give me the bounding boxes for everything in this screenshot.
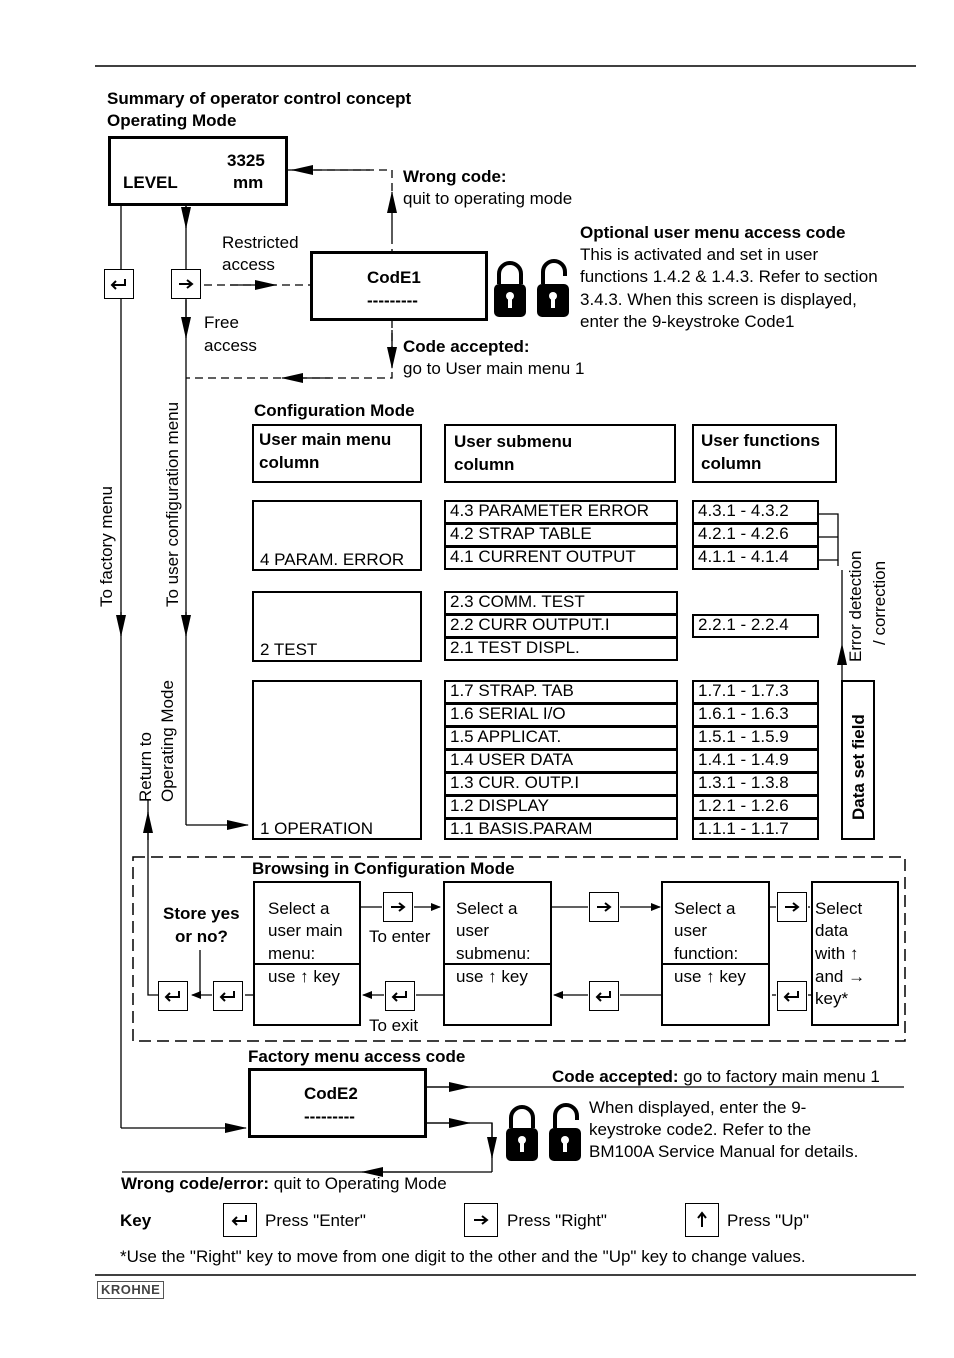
code-accepted-text: go to User main menu 1 <box>403 359 585 378</box>
right-key-icon <box>777 892 807 922</box>
up-arrow-icon: ↑ <box>488 967 497 986</box>
legend-right: Press "Right" <box>507 1211 607 1230</box>
to-factory-menu-label: To factory menu <box>97 486 116 607</box>
browse-main-menu <box>253 881 361 1026</box>
factory-desc-line: When displayed, enter the 9- <box>589 1098 807 1117</box>
column-header-text: column <box>701 454 762 473</box>
browse-data <box>811 881 899 1026</box>
function-item[interactable]: 1.1.1 - 1.1.7 <box>692 818 819 840</box>
browse-text: user <box>674 921 708 940</box>
browse-text: user <box>456 921 490 940</box>
browse-use-key <box>674 966 746 988</box>
submenu-item[interactable]: 2.2 CURR OUTPUT.I <box>444 614 678 638</box>
store-label-2: or no? <box>175 927 228 946</box>
factory-accepted-text: go to factory main menu 1 <box>683 1067 880 1086</box>
right-key-icon <box>383 892 413 922</box>
enter-key-icon <box>213 981 243 1011</box>
browse-function <box>661 881 770 1026</box>
function-item[interactable]: 4.3.1 - 4.3.2 <box>692 500 819 524</box>
submenu-item[interactable]: 1.4 USER DATA <box>444 749 678 773</box>
optional-access-line: This is activated and set in user <box>580 245 819 264</box>
function-item[interactable]: 1.5.1 - 1.5.9 <box>692 726 819 750</box>
legend-enter: Press "Enter" <box>265 1211 366 1230</box>
browse-use-key <box>456 966 528 988</box>
free-access-label-2: access <box>204 336 257 355</box>
function-item[interactable]: 1.3.1 - 1.3.8 <box>692 772 819 796</box>
error-detection-label-2: / correction <box>870 560 889 645</box>
column-header-text: User main menu <box>259 430 392 449</box>
factory-desc-line: BM100A Service Manual for details. <box>589 1142 859 1161</box>
up-key-icon <box>685 1203 719 1237</box>
krohne-logo: KROHNE <box>97 1281 164 1299</box>
browse-text: key* <box>815 989 849 1008</box>
column-header-text: User submenu <box>454 432 573 451</box>
return-operating-label-1: Return to <box>136 732 155 802</box>
display-value: 3325 <box>227 151 265 170</box>
use-label: use <box>268 967 296 986</box>
free-access-label-1: Free <box>204 313 239 332</box>
function-item[interactable]: 4.1.1 - 4.1.4 <box>692 546 819 570</box>
main-menu-2[interactable] <box>252 591 422 662</box>
factory-wrong-bold: Wrong code/error: <box>121 1174 269 1193</box>
optional-access-line: enter the 9-keystroke Code1 <box>580 312 795 331</box>
browse-text: function: <box>674 944 739 963</box>
code1-dashes: --------- <box>367 291 418 310</box>
submenu-item[interactable]: 1.1 BASIS.PARAM <box>444 818 678 840</box>
browse-and <box>815 966 865 988</box>
wrong-code-title: Wrong code: <box>403 167 507 186</box>
return-operating-label-2: Operating Mode <box>158 680 177 802</box>
right-key-icon <box>171 269 201 299</box>
key-label: key <box>719 967 746 986</box>
error-detection-label-1: Error detection <box>846 550 865 662</box>
code2-title: CodE2 <box>304 1084 358 1103</box>
function-item[interactable]: 4.2.1 - 4.2.6 <box>692 523 819 547</box>
optional-access-line: functions 1.4.2 & 1.4.3. Refer to section <box>580 267 878 286</box>
factory-accepted <box>552 1066 880 1088</box>
lock-icons <box>505 1102 585 1164</box>
enter-key-icon <box>777 981 807 1011</box>
key-label: key <box>313 967 340 986</box>
factory-wrong <box>121 1173 447 1195</box>
function-item[interactable]: 1.4.1 - 1.4.9 <box>692 749 819 773</box>
code1-display <box>310 251 488 321</box>
code1-title: CodE1 <box>367 268 421 287</box>
restricted-access-label-1: Restricted <box>222 233 299 252</box>
code2-display <box>248 1068 427 1138</box>
up-arrow-icon: ↑ <box>706 967 715 986</box>
optional-access-title: Optional user menu access code <box>580 223 846 242</box>
to-enter-label: To enter <box>369 927 431 946</box>
submenu-item[interactable]: 4.2 STRAP TABLE <box>444 523 678 547</box>
to-exit-label: To exit <box>369 1016 419 1035</box>
browsing-title: Browsing in Configuration Mode <box>252 859 515 878</box>
browse-text: Select a <box>456 899 518 918</box>
code-accepted-title: Code accepted: <box>403 337 530 356</box>
factory-title: Factory menu access code <box>248 1047 466 1066</box>
factory-desc-line: keystroke code2. Refer to the <box>589 1120 812 1139</box>
main-menu-4[interactable] <box>252 500 422 571</box>
submenu-item[interactable]: 1.7 STRAP. TAB <box>444 680 678 704</box>
submenu-item[interactable]: 1.3 CUR. OUTP.I <box>444 772 678 796</box>
use-label: use <box>456 967 484 986</box>
submenu-item[interactable]: 4.1 CURRENT OUTPUT <box>444 546 678 570</box>
functions-column-header <box>692 424 837 483</box>
right-key-icon <box>464 1203 498 1237</box>
up-arrow-icon: ↑ <box>300 967 309 986</box>
factory-wrong-text: quit to Operating Mode <box>273 1174 447 1193</box>
main-menu-label: 2 TEST <box>260 640 318 659</box>
submenu-item[interactable]: 1.2 DISPLAY <box>444 795 678 819</box>
code2-dashes: --------- <box>304 1107 355 1126</box>
browse-text: data <box>815 921 849 940</box>
submenu-item[interactable]: 4.3 PARAMETER ERROR <box>444 500 678 524</box>
data-set-field-label: Data set field <box>849 714 868 820</box>
restricted-access-label-2: access <box>222 255 275 274</box>
legend-up: Press "Up" <box>727 1211 809 1230</box>
function-item[interactable]: 2.2.1 - 2.2.4 <box>692 614 819 638</box>
function-item[interactable]: 1.2.1 - 1.2.6 <box>692 795 819 819</box>
enter-key-icon <box>158 981 188 1011</box>
submenu-item[interactable]: 2.1 TEST DISPL. <box>444 637 678 661</box>
page-heading: Summary of operator control concept <box>107 89 412 108</box>
up-arrow-icon: ↑ <box>849 944 859 963</box>
enter-key-icon <box>104 269 134 299</box>
browse-text: user main <box>268 921 343 940</box>
data-set-field <box>841 680 875 840</box>
use-label: use <box>674 967 702 986</box>
submenu-item[interactable]: 1.5 APPLICAT. <box>444 726 678 750</box>
browse-text: menu: <box>268 944 316 963</box>
browse-text: Select a <box>268 899 330 918</box>
with-label: with <box>815 944 846 963</box>
browse-text: Select a <box>674 899 736 918</box>
function-item[interactable]: 1.6.1 - 1.6.3 <box>692 703 819 727</box>
right-arrow-icon: → <box>848 967 866 986</box>
operating-mode-label: Operating Mode <box>107 111 237 130</box>
submenu-item[interactable]: 1.6 SERIAL I/O <box>444 703 678 727</box>
browse-text: Select <box>815 899 863 918</box>
lock-icons <box>493 258 573 320</box>
enter-key-icon <box>589 981 619 1011</box>
store-label-1: Store yes <box>163 904 240 923</box>
to-user-config-label: To user configuration menu <box>163 401 182 607</box>
footnote: *Use the "Right" key to move from one digit to the other and the "Up" key to change values. <box>120 1247 806 1266</box>
optional-access-line: 3.4.3. When this screen is displayed, <box>580 290 857 309</box>
main-menu-1[interactable] <box>252 680 422 840</box>
operating-display <box>108 136 288 206</box>
browse-text: submenu: <box>456 944 531 963</box>
browse-submenu <box>443 881 552 1026</box>
enter-key-icon <box>385 981 415 1011</box>
legend-key-label: Key <box>120 1211 152 1230</box>
config-mode-label: Configuration Mode <box>254 401 415 420</box>
function-item[interactable]: 1.7.1 - 1.7.3 <box>692 680 819 704</box>
main-menu-label: 1 OPERATION <box>260 819 374 838</box>
column-header-text: User functions <box>701 431 821 450</box>
column-header-text: column <box>454 455 515 474</box>
key-label: key <box>501 967 528 986</box>
display-unit: mm <box>233 173 264 192</box>
browse-with <box>815 943 858 965</box>
submenu-item[interactable]: 2.3 COMM. TEST <box>444 591 678 615</box>
wrong-code-text: quit to operating mode <box>403 189 573 208</box>
right-key-icon <box>589 892 619 922</box>
display-label: LEVEL <box>123 173 178 192</box>
enter-key-icon <box>223 1203 257 1237</box>
submenu-column-header <box>444 424 676 483</box>
main-menu-column-header <box>252 424 422 483</box>
and-label: and <box>815 967 844 986</box>
factory-accepted-bold: Code accepted: <box>552 1067 679 1086</box>
main-menu-label: 4 PARAM. ERROR <box>260 550 405 569</box>
browse-use-key <box>268 966 340 988</box>
column-header-text: column <box>259 453 320 472</box>
